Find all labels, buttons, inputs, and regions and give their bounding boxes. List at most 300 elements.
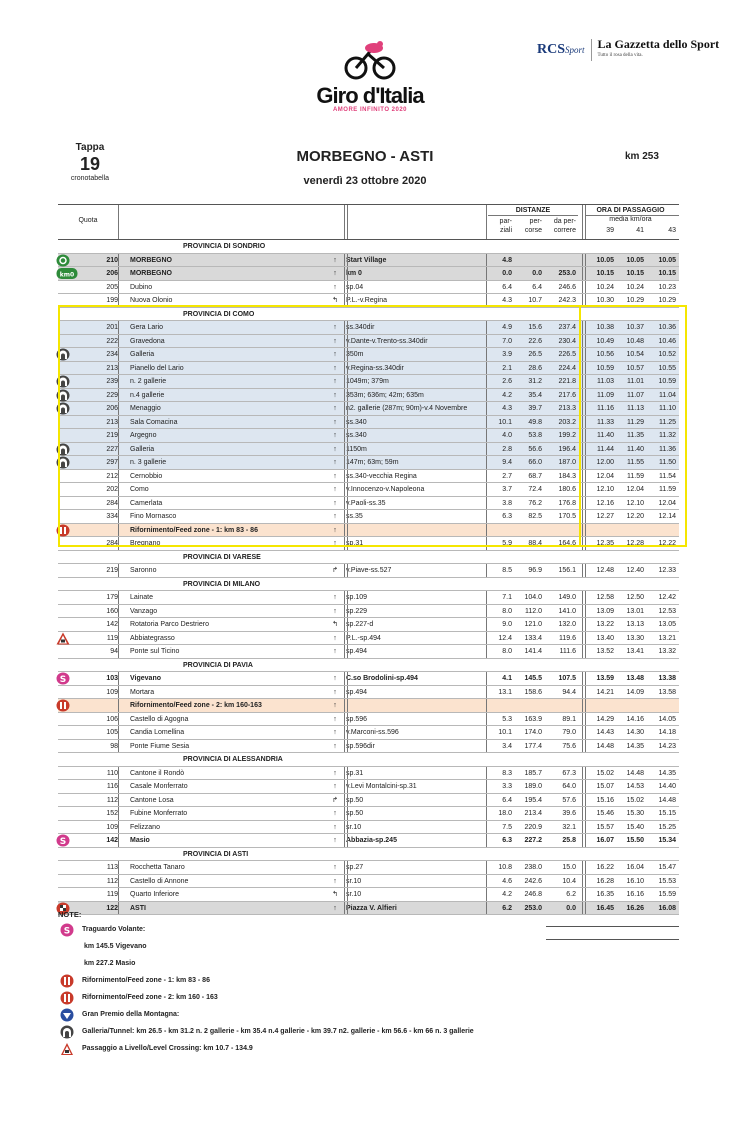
cell-loc: Cantone Losa	[130, 796, 174, 804]
table-row	[58, 632, 679, 646]
cell-ar: ↑	[333, 742, 337, 750]
cell-q: 206	[106, 405, 118, 412]
cell-p: 10.1	[498, 418, 512, 426]
cell-loc: Gravedona	[130, 337, 165, 345]
cell-t3: 13.05	[658, 621, 676, 628]
cell-p: 8.5	[502, 567, 512, 574]
cell-ar: ↑	[333, 391, 337, 399]
cell-rd: sp.27	[346, 864, 364, 871]
cell-t3: 12.14	[658, 513, 676, 520]
cell-pc: 22.6	[528, 337, 542, 345]
cell-q: 105	[106, 729, 118, 736]
cell-t3: 12.53	[658, 607, 676, 615]
cell-rd: 1150m	[346, 445, 367, 453]
cell-p: 8.0	[502, 607, 512, 615]
cell-ar: ↑	[333, 702, 337, 709]
giro-title: Giro d'Italia	[316, 83, 424, 108]
cyclist-logo-icon	[340, 40, 400, 80]
cell-loc: Rifornimento/Feed zone - 1: km 83 - 86	[130, 526, 258, 534]
cell-pc: 227.2	[524, 837, 542, 844]
cell-rd: ss.340dir	[346, 324, 375, 331]
cell-pc: 174.0	[524, 729, 542, 736]
section-title: PROVINCIA DI VARESE	[183, 553, 261, 561]
cell-t1: 10.05	[596, 256, 614, 264]
cell-ar: ↑	[333, 337, 337, 345]
cell-t3: 10.23	[658, 283, 676, 291]
cell-rd: v.Marconi-ss.596	[346, 729, 399, 736]
table-row	[58, 281, 679, 295]
cell-t2: 11.55	[627, 459, 644, 466]
cell-dp: 67.3	[562, 769, 576, 777]
cell-q: 113	[106, 864, 118, 871]
cell-ar: ↑	[333, 729, 337, 736]
cell-dp: 176.8	[558, 499, 576, 507]
cell-pc: 177.4	[524, 742, 542, 750]
cell-pc: 195.4	[524, 796, 542, 804]
cell-p: 6.4	[502, 283, 512, 291]
cell-loc: ASTI	[130, 904, 146, 912]
stage-label: Tappa	[75, 142, 105, 153]
cell-p: 7.1	[502, 594, 512, 601]
cell-rd: Abbazia-sp.245	[346, 837, 397, 844]
cell-t1: 11.40	[597, 432, 614, 439]
cell-dp: 230.4	[558, 337, 576, 345]
cell-ar: ↑	[333, 607, 337, 615]
table-row	[58, 713, 679, 727]
cell-t3: 12.33	[658, 567, 676, 574]
svg-text:km0: km0	[59, 271, 75, 279]
cell-t1: 13.09	[596, 607, 614, 615]
cell-ar: ↑	[333, 513, 337, 520]
cell-dp: 149.0	[558, 594, 576, 601]
cell-t2: 12.40	[626, 567, 644, 574]
feed-zone-row	[58, 699, 679, 713]
crossing-icon	[60, 1042, 74, 1056]
table-row	[58, 605, 679, 619]
cell-ar: ↑	[333, 648, 337, 655]
parziali-header: par- ziali	[499, 218, 512, 234]
cell-dp: 221.8	[558, 378, 576, 385]
cell-t1: 12.35	[596, 540, 614, 547]
cell-q: 110	[106, 769, 118, 777]
cell-p: 7.5	[502, 823, 512, 831]
cell-ar: ↑	[333, 351, 337, 358]
cell-q: 142	[106, 837, 118, 844]
cell-loc: Menaggio	[130, 405, 161, 412]
feed-icon	[60, 991, 74, 1005]
cell-t3: 10.55	[658, 364, 676, 372]
cell-pc: 96.9	[528, 567, 542, 574]
table-row	[58, 254, 679, 268]
cell-q: 109	[106, 823, 118, 831]
cell-q: 112	[106, 877, 118, 885]
cell-t2: 11.59	[627, 472, 644, 480]
cell-ar: ↑	[333, 675, 337, 682]
cell-pc: 31.2	[528, 378, 542, 385]
cell-loc: Cantone il Rondò	[130, 769, 185, 777]
section-header-row	[58, 240, 679, 254]
cell-t2: 11.40	[627, 445, 644, 453]
cell-t1: 13.40	[596, 634, 614, 642]
cell-t2: 16.16	[626, 891, 644, 898]
cell-t3: 10.59	[658, 378, 676, 385]
cell-ar: ↑	[333, 904, 337, 912]
cell-pc: 253.0	[524, 904, 542, 912]
cell-t1: 10.59	[596, 364, 614, 372]
cell-q: 142	[106, 621, 118, 628]
cell-pc: 88.4	[528, 540, 542, 547]
cell-t2: 11.13	[627, 405, 644, 412]
cell-rd: P.L.-sp.494	[346, 634, 381, 642]
cell-t3: 11.10	[659, 405, 676, 412]
cell-t1: 10.49	[596, 337, 614, 345]
media-header: media km/ora	[609, 216, 652, 223]
feed-icon	[56, 699, 70, 712]
cell-q: 119	[106, 891, 118, 898]
cell-t3: 13.32	[658, 648, 676, 655]
cell-t1: 11.16	[597, 405, 614, 412]
table-row	[58, 564, 679, 578]
cell-loc: Vanzago	[130, 607, 158, 615]
sponsor-logos	[537, 38, 719, 62]
cell-ar: ↑	[333, 540, 337, 547]
cell-rd: sr.10	[346, 877, 362, 885]
cell-t3: 14.48	[658, 796, 676, 804]
cell-t3: 11.59	[659, 486, 676, 493]
cell-dp: 224.4	[558, 364, 576, 372]
cell-q: 98	[110, 742, 118, 750]
cell-p: 7.0	[502, 337, 512, 345]
cell-pc: 39.7	[528, 405, 542, 412]
table-row	[58, 591, 679, 605]
cell-dp: 170.5	[558, 513, 576, 520]
cell-dp: 25.8	[562, 837, 576, 844]
signature-lines	[546, 926, 679, 952]
cell-t1: 14.29	[596, 715, 614, 723]
cell-t1: 12.27	[596, 513, 614, 520]
cell-q: 219	[106, 567, 118, 574]
cell-rd: ss.340	[346, 418, 367, 426]
cell-q: 103	[106, 675, 118, 682]
table-row	[58, 645, 679, 659]
cell-t1: 12.10	[596, 486, 614, 493]
cell-t1: 15.16	[596, 796, 614, 804]
cell-loc: Camerlata	[130, 499, 163, 507]
cell-loc: n.4 gallerie	[130, 391, 165, 399]
cell-t1: 16.22	[596, 864, 614, 871]
cell-pc: 0.0	[532, 270, 542, 277]
cell-p: 10.8	[498, 864, 512, 871]
cell-dp: 107.5	[558, 675, 576, 682]
table-row	[58, 821, 679, 835]
cell-q: 210	[106, 256, 118, 264]
cell-t2: 10.48	[626, 337, 644, 345]
cell-pc: 76.2	[528, 499, 542, 507]
cell-p: 13.1	[498, 688, 512, 696]
cell-loc: Vigevano	[130, 675, 161, 682]
cell-ar: ↑	[333, 594, 337, 601]
cell-pc: 104.0	[524, 594, 542, 601]
cell-rd: sp.596dir	[346, 742, 375, 750]
cell-p: 6.3	[502, 513, 512, 520]
cell-dp: 64.0	[562, 783, 576, 790]
cell-t1: 10.38	[596, 324, 614, 331]
cell-loc: Castello di Annone	[130, 877, 189, 885]
note-tunnel: Galleria/Tunnel: km 26.5 - km 31.2 n. 2 gallerie - km 35.4 n.4 gallerie - km 39.7 n2. gallerie - km 56.6 - km 66 n. 3 gallerie	[58, 1025, 474, 1042]
section-title: PROVINCIA DI ALESSANDRIA	[183, 756, 283, 763]
cell-t3: 10.05	[658, 256, 676, 264]
km0-icon	[56, 267, 78, 280]
notes-section	[58, 910, 474, 1059]
cell-pc: 238.0	[524, 864, 542, 871]
cell-t2: 13.30	[626, 634, 644, 642]
cell-t2: 14.09	[626, 688, 644, 696]
cell-p: 8.3	[502, 769, 512, 777]
cell-p: 3.7	[502, 486, 512, 493]
cell-p: 2.7	[502, 472, 512, 480]
cell-rd: sr.10	[346, 823, 362, 831]
cell-loc: MORBEGNO	[130, 270, 172, 277]
table-row	[58, 767, 679, 781]
cell-q: 284	[106, 499, 118, 507]
cell-q: 202	[106, 486, 118, 493]
cell-t3: 13.21	[658, 634, 676, 642]
cell-ar: ↑	[333, 634, 337, 642]
cell-loc: Ponte Fiume Sesia	[130, 742, 190, 750]
cell-t2: 13.41	[626, 648, 644, 655]
cell-t1: 13.52	[596, 648, 614, 655]
cell-ar: ↰	[332, 891, 338, 898]
cell-pc: 185.7	[524, 769, 542, 777]
cell-t2: 11.07	[627, 391, 644, 399]
cell-t1: 12.58	[596, 594, 614, 601]
cell-ar: ↑	[333, 459, 337, 466]
cell-t3: 11.50	[659, 459, 676, 466]
cell-t3: 15.59	[658, 891, 676, 898]
note-sprint-2: km 227.2 Masio	[84, 960, 136, 967]
cell-pc: 49.8	[528, 418, 542, 426]
cell-ar: ↑	[333, 688, 337, 696]
cell-rd: 1049m; 379m	[346, 378, 389, 385]
cell-t2: 12.50	[626, 594, 644, 601]
cell-pc: 213.4	[524, 810, 542, 817]
cell-dp: 94.4	[562, 688, 576, 696]
cell-t1: 12.00	[596, 459, 614, 466]
table-row	[58, 794, 679, 808]
cell-rd: v.Regina-ss.340dir	[346, 364, 404, 372]
cell-t2: 11.01	[627, 378, 644, 385]
cell-q: 227	[106, 445, 118, 453]
cell-p: 3.8	[502, 499, 512, 507]
cell-q: 94	[110, 648, 118, 655]
cell-t3: 14.05	[658, 715, 676, 723]
cell-t2: 10.05	[626, 256, 644, 264]
cell-q: 284	[106, 540, 118, 547]
cell-pc: 10.7	[528, 297, 542, 304]
cell-pc: 72.4	[528, 486, 542, 493]
section-title: PROVINCIA DI PAVIA	[183, 661, 253, 669]
cell-t3: 10.52	[658, 351, 676, 358]
cell-t1: 13.22	[596, 621, 614, 628]
cell-rd: sp.494	[346, 688, 368, 696]
section-title: PROVINCIA DI SONDRIO	[183, 243, 266, 250]
cell-t2: 14.48	[626, 769, 644, 777]
cell-q: 212	[106, 472, 118, 480]
cell-t1: 14.21	[596, 688, 614, 696]
cell-loc: Cernobbio	[130, 472, 163, 480]
cell-t2: 12.10	[626, 499, 644, 507]
cell-ar: ↑	[333, 499, 337, 507]
cell-pc: 189.0	[524, 783, 542, 790]
section-title: PROVINCIA DI ASTI	[183, 850, 249, 858]
table-row	[58, 740, 679, 754]
cell-t2: 13.01	[626, 607, 644, 615]
cell-ar: ↑	[333, 418, 337, 426]
cell-t3: 10.15	[658, 270, 676, 277]
cell-rd: sp.04	[346, 283, 364, 291]
cell-p: 2.6	[502, 378, 512, 385]
cell-dp: 57.6	[562, 796, 576, 804]
cell-pc: 112.0	[525, 607, 542, 615]
cell-ar: ↑	[333, 837, 337, 844]
cell-q: 122	[106, 904, 118, 912]
cell-t1: 16.28	[596, 877, 614, 885]
section-header-row	[58, 578, 679, 592]
cell-t3: 11.32	[659, 432, 676, 439]
cell-ar: ↑	[333, 864, 337, 871]
cell-rd: sp.596	[346, 715, 368, 723]
cell-q: 234	[106, 351, 118, 358]
cell-dp: 10.4	[562, 877, 576, 885]
cell-q: 152	[106, 810, 118, 817]
cell-rd: sp.50	[346, 796, 364, 804]
section-header-row	[58, 659, 679, 673]
cell-t1: 15.57	[596, 823, 614, 831]
cell-loc: Rifornimento/Feed zone - 2: km 160-163	[130, 702, 262, 709]
cell-p: 2.1	[502, 364, 512, 372]
highlight-box	[58, 305, 687, 547]
cell-p: 6.3	[502, 837, 512, 844]
cell-t1: 11.44	[597, 445, 614, 453]
cell-p: 5.3	[502, 715, 512, 723]
table-row	[58, 618, 679, 632]
note-gpm: Gran Premio della Montagna:	[58, 1008, 474, 1025]
cell-pc: 220.9	[524, 823, 542, 831]
cell-dp: 226.5	[558, 351, 576, 358]
cell-ar: ↑	[333, 405, 337, 412]
table-row	[58, 780, 679, 794]
cell-pc: 82.5	[528, 513, 542, 520]
cell-dp: 79.0	[562, 729, 576, 736]
cell-rd: ss.340	[346, 432, 367, 439]
dapercorrere-header: da per- correre	[553, 218, 576, 234]
cell-rd: ss.35	[346, 513, 363, 520]
cell-t2: 14.35	[626, 742, 644, 750]
ora-header: ORA DI PASSAGGIO	[596, 207, 665, 214]
cell-t3: 14.40	[658, 783, 676, 790]
cell-rd: P.L.-v.Regina	[346, 297, 387, 304]
svg-text:S: S	[63, 926, 71, 937]
cell-t2: 16.04	[626, 864, 644, 871]
sprint-icon	[56, 672, 70, 685]
cell-pc: 158.6	[524, 688, 542, 696]
cell-dp: 111.6	[559, 648, 576, 655]
table-row	[58, 875, 679, 889]
note-feed-1: Rifornimento/Feed zone - 1: km 83 - 86	[58, 974, 474, 991]
stage-distance: km 253	[625, 151, 659, 162]
cell-p: 2.8	[502, 445, 512, 453]
cell-p: 4.9	[502, 324, 512, 331]
cell-q: 229	[106, 391, 118, 399]
cell-t2: 11.35	[627, 432, 644, 439]
cell-t1: 13.59	[596, 675, 614, 682]
cell-rd: sp.227-d	[346, 621, 374, 628]
cell-q: 213	[106, 364, 118, 372]
cell-t3: 11.25	[659, 418, 676, 426]
cell-q: 179	[106, 594, 118, 601]
cell-dp: 217.6	[558, 391, 576, 399]
cell-loc: Galleria	[130, 445, 155, 453]
cell-rd: v.Levi Montalcini-sp.31	[346, 783, 417, 790]
cell-loc: Rotatoria Parco Destriero	[130, 621, 209, 628]
cell-q: 205	[106, 283, 118, 291]
cell-t3: 12.04	[658, 499, 676, 507]
cell-dp: 119.6	[559, 634, 576, 642]
cell-ar: ↑	[333, 877, 337, 885]
cell-t1: 10.24	[596, 283, 614, 291]
cell-p: 6.2	[502, 904, 512, 912]
cell-p: 4.1	[502, 675, 512, 682]
cell-p: 4.6	[502, 877, 512, 885]
cell-t2: 15.50	[626, 837, 644, 844]
cell-q: 116	[106, 783, 118, 790]
cell-q: 213	[106, 418, 118, 426]
cell-dp: 180.6	[558, 486, 576, 493]
cell-rd: ss.340-vecchia Regina	[346, 472, 417, 480]
cell-t1: 16.35	[596, 891, 614, 898]
cell-t3: 12.42	[658, 594, 676, 601]
cell-rd: Piazza V. Alfieri	[346, 904, 397, 912]
note-sprint-1: km 145.5 Vigevano	[84, 943, 147, 950]
svg-text:S: S	[59, 837, 67, 847]
cell-t2: 10.54	[626, 351, 644, 358]
cell-t1: 11.09	[597, 391, 614, 399]
cell-t2: 16.26	[626, 904, 644, 912]
cell-ar: ↑	[333, 486, 337, 493]
svg-text:S: S	[59, 675, 67, 685]
cell-t1: 12.04	[596, 472, 614, 480]
cell-dp: 156.1	[558, 567, 576, 574]
cell-p: 3.4	[502, 742, 512, 750]
cell-t2: 12.20	[626, 513, 644, 520]
cell-p: 3.3	[502, 783, 512, 790]
cell-t2: 16.10	[626, 877, 644, 885]
table-row	[58, 834, 679, 848]
cell-loc: Quarto Inferiore	[130, 891, 180, 898]
table-row	[58, 686, 679, 700]
cell-loc: Lainate	[130, 594, 153, 601]
cell-p: 9.0	[502, 621, 512, 628]
feed-icon	[60, 974, 74, 988]
table-row	[58, 672, 679, 686]
cell-rd: sp.229	[346, 607, 368, 615]
cell-pc: 15.6	[528, 324, 542, 331]
cell-t2: 12.04	[626, 486, 644, 493]
cell-t1: 16.07	[596, 837, 614, 844]
stage-box	[58, 142, 122, 182]
cell-t2: 15.30	[626, 810, 644, 817]
cell-ar: ↑	[333, 810, 337, 817]
